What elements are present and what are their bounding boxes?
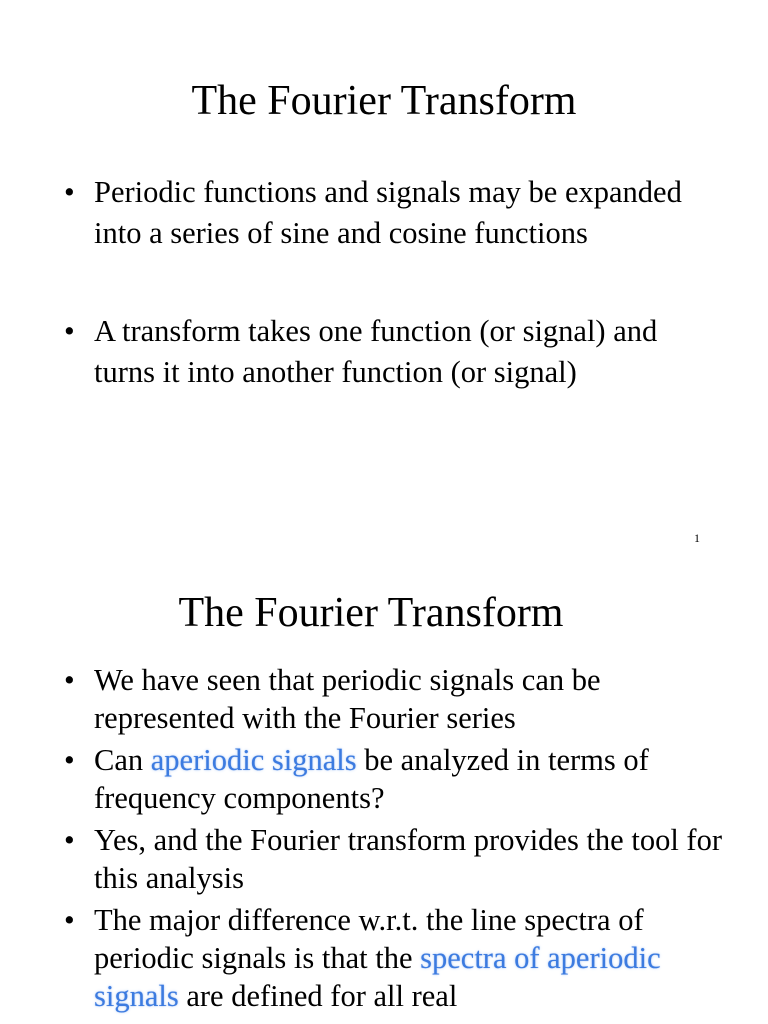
bullet-item — [0, 172, 724, 254]
bullet-dot: • — [64, 663, 75, 697]
bullet-dot: • — [64, 823, 75, 857]
bullet-dot: • — [64, 314, 75, 348]
bullet-item — [0, 821, 724, 897]
highlighted-term: aperiodic signals — [150, 743, 357, 777]
bullet-item — [0, 901, 724, 1015]
bullet-dot: • — [64, 903, 75, 937]
bullet-list — [0, 661, 724, 1015]
bullet-text-before: The major difference w.r.t. the line spectra of periodic signals is that the — [94, 903, 644, 975]
bullet-text-after: are defined for all real — [178, 979, 458, 1013]
bullet-list — [0, 172, 724, 393]
page-number: 1 — [694, 531, 700, 545]
slide-2 — [0, 555, 768, 1024]
bullet-item — [0, 311, 724, 393]
slide-title: The Fourier Transform — [178, 590, 564, 636]
slide-title: The Fourier Transform — [191, 78, 577, 124]
bullet-text: A transform takes one function (or signal) and turns it into another function (or signal) — [94, 314, 658, 389]
bullet-item — [0, 741, 724, 817]
bullet-dot: • — [64, 743, 75, 777]
bullet-text — [94, 743, 649, 815]
bullet-text-after: be analyzed in terms of frequency components? — [94, 743, 649, 815]
bullet-text: Periodic functions and signals may be expanded into a series of sine and cosine functions — [94, 175, 682, 250]
bullet-text — [94, 903, 661, 1013]
bullet-text-before: Can — [94, 743, 151, 777]
bullet-dot: • — [64, 175, 75, 209]
highlighted-term: spectra of aperiodic signals — [94, 941, 661, 1013]
bullet-text: We have seen that periodic signals can be represented with the Fourier series — [94, 663, 601, 735]
bullet-item — [0, 661, 724, 737]
bullet-text: Yes, and the Fourier transform provides the tool for this analysis — [94, 823, 722, 895]
